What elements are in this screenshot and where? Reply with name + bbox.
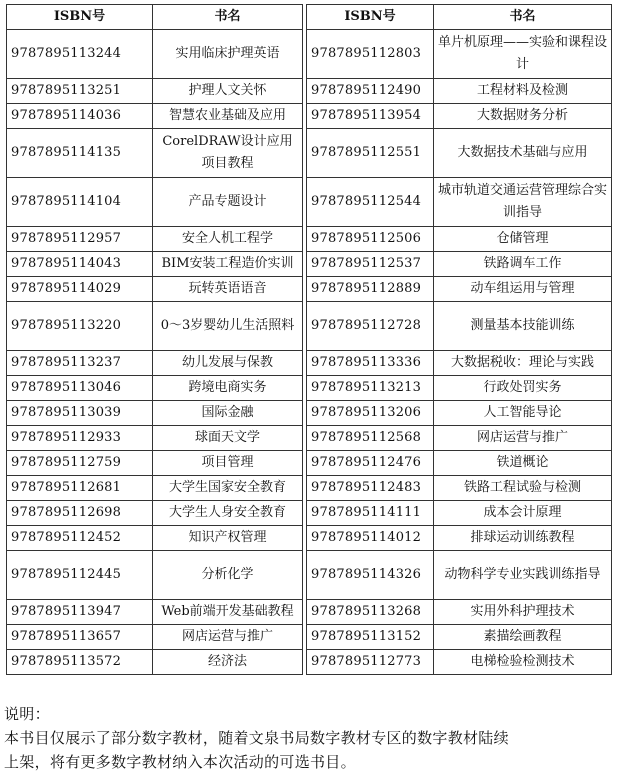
left-title-cell: 跨境电商实务 [153, 376, 303, 401]
left-isbn-cell: 9787895114029 [7, 277, 153, 302]
right-title-cell: 素描绘画教程 [434, 625, 612, 650]
right-title-cell: 动物科学专业实践训练指导 [434, 551, 612, 600]
right-title-cell: 动车组运用与管理 [434, 277, 612, 302]
right-title-cell: 网店运营与推广 [434, 426, 612, 451]
table-row [7, 277, 612, 302]
left-isbn-cell: 9787895114036 [7, 104, 153, 129]
right-title-cell: 铁路调车工作 [434, 252, 612, 277]
left-title-cell: 球面天文学 [153, 426, 303, 451]
right-isbn-cell: 9787895112803 [307, 30, 434, 79]
table-row [7, 526, 612, 551]
table-row [7, 625, 612, 650]
header-isbn-left: ISBN号 [7, 5, 153, 30]
right-title-cell: 工程材料及检测 [434, 79, 612, 104]
left-title-cell: Web前端开发基础教程 [153, 600, 303, 625]
left-isbn-cell: 9787895112698 [7, 501, 153, 526]
right-title-cell: 行政处罚实务 [434, 376, 612, 401]
right-isbn-cell: 9787895112773 [307, 650, 434, 675]
left-title-cell: 国际金融 [153, 401, 303, 426]
right-title-cell: 电梯检验检测技术 [434, 650, 612, 675]
left-isbn-cell: 9787895113039 [7, 401, 153, 426]
left-title-cell: 玩转英语语音 [153, 277, 303, 302]
left-title-cell: BIM安装工程造价实训 [153, 252, 303, 277]
left-isbn-cell: 9787895114104 [7, 178, 153, 227]
left-isbn-cell: 9787895112957 [7, 227, 153, 252]
right-title-cell: 铁道概论 [434, 451, 612, 476]
table-row [7, 600, 612, 625]
left-isbn-cell: 9787895112681 [7, 476, 153, 501]
left-title-cell: 护理人文关怀 [153, 79, 303, 104]
table-row [7, 451, 612, 476]
right-title-cell: 铁路工程试验与检测 [434, 476, 612, 501]
left-isbn-cell: 9787895113251 [7, 79, 153, 104]
table-row [7, 401, 612, 426]
left-isbn-cell: 9787895112759 [7, 451, 153, 476]
right-title-cell: 实用外科护理技术 [434, 600, 612, 625]
left-title-cell: 知识产权管理 [153, 526, 303, 551]
left-title-cell: 0～3岁婴幼儿生活照料 [153, 302, 303, 351]
left-isbn-cell: 9787895113220 [7, 302, 153, 351]
right-isbn-cell: 9787895113213 [307, 376, 434, 401]
left-isbn-cell: 9787895114135 [7, 129, 153, 178]
table-body [7, 30, 612, 675]
header-isbn-right: ISBN号 [307, 5, 434, 30]
table-row [7, 79, 612, 104]
table-row [7, 104, 612, 129]
left-title-cell: CorelDRAW设计应用项目教程 [153, 129, 303, 178]
right-isbn-cell: 9787895113152 [307, 625, 434, 650]
right-title-cell: 人工智能导论 [434, 401, 612, 426]
right-isbn-cell: 9787895113954 [307, 104, 434, 129]
table-header-row [7, 5, 612, 30]
left-isbn-cell: 9787895113046 [7, 376, 153, 401]
table-row [7, 129, 612, 178]
right-isbn-cell: 9787895112506 [307, 227, 434, 252]
right-title-cell: 仓储管理 [434, 227, 612, 252]
note-heading: 说明： [4, 705, 50, 723]
book-catalog-table [6, 4, 612, 675]
right-title-cell: 大数据财务分析 [434, 104, 612, 129]
left-title-cell: 实用临床护理英语 [153, 30, 303, 79]
right-isbn-cell: 9787895112568 [307, 426, 434, 451]
table-row [7, 376, 612, 401]
right-isbn-cell: 9787895113206 [307, 401, 434, 426]
left-title-cell: 经济法 [153, 650, 303, 675]
left-isbn-cell: 9787895112445 [7, 551, 153, 600]
table-row [7, 30, 612, 79]
right-isbn-cell: 9787895112544 [307, 178, 434, 227]
left-title-cell: 大学生人身安全教育 [153, 501, 303, 526]
left-isbn-cell: 9787895114043 [7, 252, 153, 277]
right-isbn-cell: 9787895112490 [307, 79, 434, 104]
right-title-cell: 大数据税收：理论与实践 [434, 351, 612, 376]
left-isbn-cell: 9787895113947 [7, 600, 153, 625]
left-isbn-cell: 9787895112933 [7, 426, 153, 451]
left-isbn-cell: 9787895113237 [7, 351, 153, 376]
right-isbn-cell: 9787895112889 [307, 277, 434, 302]
right-isbn-cell: 9787895112537 [307, 252, 434, 277]
right-title-cell: 城市轨道交通运营管理综合实训指导 [434, 178, 612, 227]
right-title-cell: 大数据技术基础与应用 [434, 129, 612, 178]
note-section [4, 702, 612, 774]
right-isbn-cell: 9787895114012 [307, 526, 434, 551]
left-title-cell: 项目管理 [153, 451, 303, 476]
table-row [7, 178, 612, 227]
left-isbn-cell: 9787895113572 [7, 650, 153, 675]
table-row [7, 426, 612, 451]
left-title-cell: 大学生国家安全教育 [153, 476, 303, 501]
right-isbn-cell: 9787895113268 [307, 600, 434, 625]
table-row [7, 476, 612, 501]
left-title-cell: 幼儿发展与保教 [153, 351, 303, 376]
right-title-cell: 单片机原理——实验和课程设计 [434, 30, 612, 79]
right-isbn-cell: 9787895112483 [307, 476, 434, 501]
right-isbn-cell: 9787895112476 [307, 451, 434, 476]
left-isbn-cell: 9787895113657 [7, 625, 153, 650]
left-title-cell: 分析化学 [153, 551, 303, 600]
right-title-cell: 成本会计原理 [434, 501, 612, 526]
right-title-cell: 排球运动训练教程 [434, 526, 612, 551]
left-isbn-cell: 9787895112452 [7, 526, 153, 551]
left-isbn-cell: 9787895113244 [7, 30, 153, 79]
header-title-right: 书名 [434, 5, 612, 30]
header-title-left: 书名 [153, 5, 303, 30]
table-row [7, 650, 612, 675]
left-title-cell: 网店运营与推广 [153, 625, 303, 650]
right-isbn-cell: 9787895112728 [307, 302, 434, 351]
right-isbn-cell: 9787895114326 [307, 551, 434, 600]
table-row [7, 351, 612, 376]
note-line-2: 上架，将有更多数字教材纳入本次活动的可选书目。 [4, 753, 356, 771]
left-title-cell: 产品专题设计 [153, 178, 303, 227]
table-row [7, 302, 612, 351]
right-title-cell: 测量基本技能训练 [434, 302, 612, 351]
table-row [7, 252, 612, 277]
note-line-1: 本书目仅展示了部分数字教材，随着文泉书局数字教材专区的数字教材陆续 [4, 729, 509, 747]
table-row [7, 551, 612, 600]
left-title-cell: 安全人机工程学 [153, 227, 303, 252]
right-isbn-cell: 9787895114111 [307, 501, 434, 526]
table-row [7, 227, 612, 252]
right-isbn-cell: 9787895113336 [307, 351, 434, 376]
table-row [7, 501, 612, 526]
right-isbn-cell: 9787895112551 [307, 129, 434, 178]
left-title-cell: 智慧农业基础及应用 [153, 104, 303, 129]
